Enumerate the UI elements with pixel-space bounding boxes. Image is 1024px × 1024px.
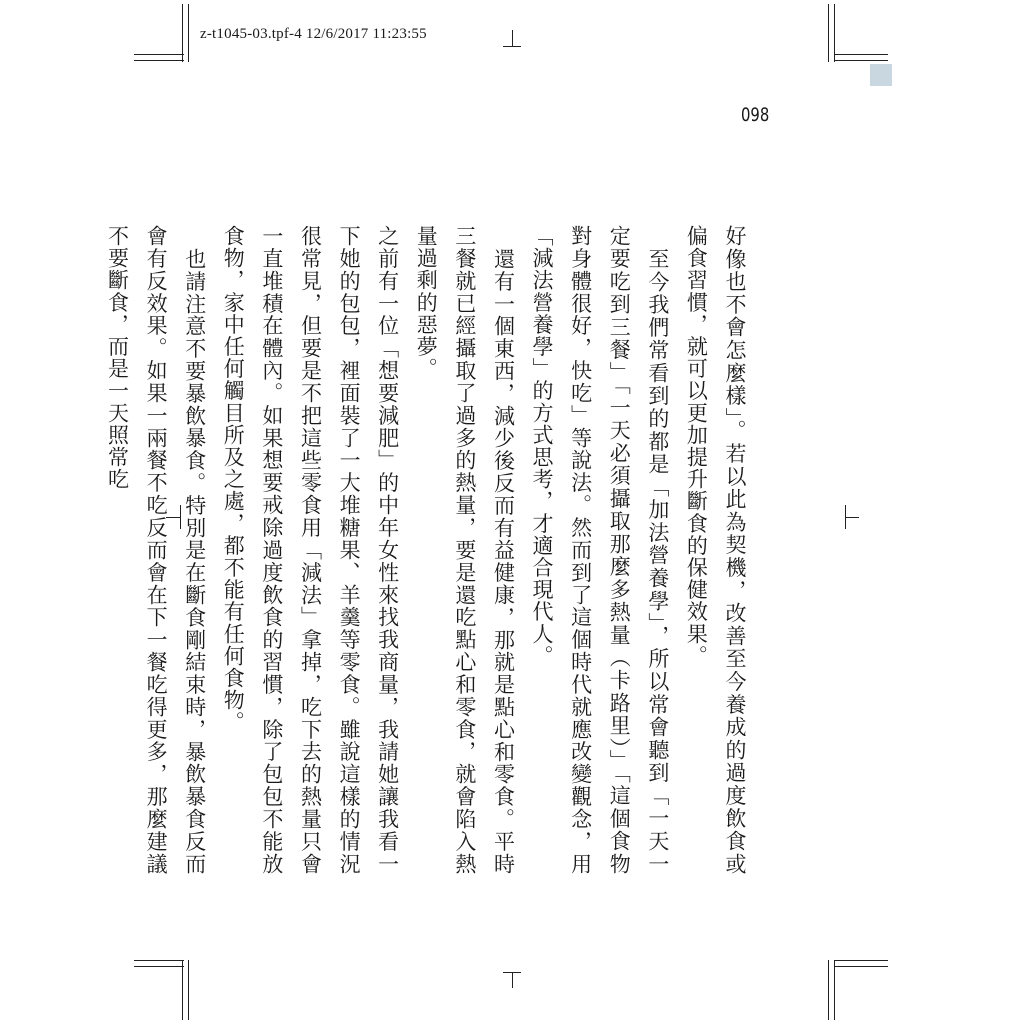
crop-mark	[834, 960, 835, 1020]
body-text	[98, 225, 754, 875]
crop-mark	[834, 54, 888, 55]
crop-mark	[188, 960, 189, 1020]
paragraph: 好像也不會怎麼樣」。若以此為契機，改善至今養成的過度飲食或偏食習慣，就可以更加提升斷食的保健效果。	[684, 225, 747, 875]
register-mark	[503, 46, 521, 47]
page-number: 098	[741, 104, 770, 126]
crop-mark	[134, 960, 184, 961]
paragraph: 之前有一位「想要減肥」的中年女性來找我商量，我請她讓我看一下她的包包，裡面裝了一大堆糖果、羊羹等零食。雖說這樣的情況很常見，但要是不把這些零食用「減法」拿掉，吃下去的熱量只會一直堆積在體內。如果想要戒除過度飲食的習慣，除了包包不能放食物，家中任何觸目所及之處，都不能有任何食物。	[221, 225, 400, 875]
paragraph: 也請注意不要暴飲暴食。特別是在斷食剛結束時，暴飲暴食反而會有反效果。如果一兩餐不吃反而會在下一餐吃得更多，那麼建議不要斷食，而是一天照常吃	[105, 225, 207, 875]
crop-mark	[134, 60, 184, 61]
crop-mark	[828, 4, 829, 62]
crop-mark	[828, 960, 829, 1020]
print-header-stamp: z-t1045-03.tpf-4 12/6/2017 11:23:55	[200, 26, 427, 42]
crop-mark	[834, 960, 888, 961]
crop-mark	[834, 60, 888, 61]
register-mark	[845, 517, 859, 518]
paragraph: 至今我們常看到的都是「加法營養學」，所以常會聽到「一天一定要吃到三餐」「一天必須攝取那麼多熱量（卡路里）」「這個食物對身體很好，快吃」等說法。然而到了這個時代就應改變觀念，用「減法營養學」的方式思考，才適合現代人。	[530, 225, 670, 875]
crop-mark	[182, 960, 183, 1020]
register-mark	[512, 972, 513, 988]
crop-mark	[188, 4, 189, 62]
paragraph: 還有一個東西，減少後反而有益健康，那就是點心和零食。平時三餐就已經攝取了過多的熱量，要是還吃點心和零食，就會陷入熱量過剩的惡夢。	[414, 225, 516, 875]
crop-mark	[134, 966, 184, 967]
crop-mark	[834, 966, 888, 967]
corner-tab	[870, 64, 892, 86]
register-mark	[512, 30, 513, 46]
crop-mark	[134, 54, 184, 55]
